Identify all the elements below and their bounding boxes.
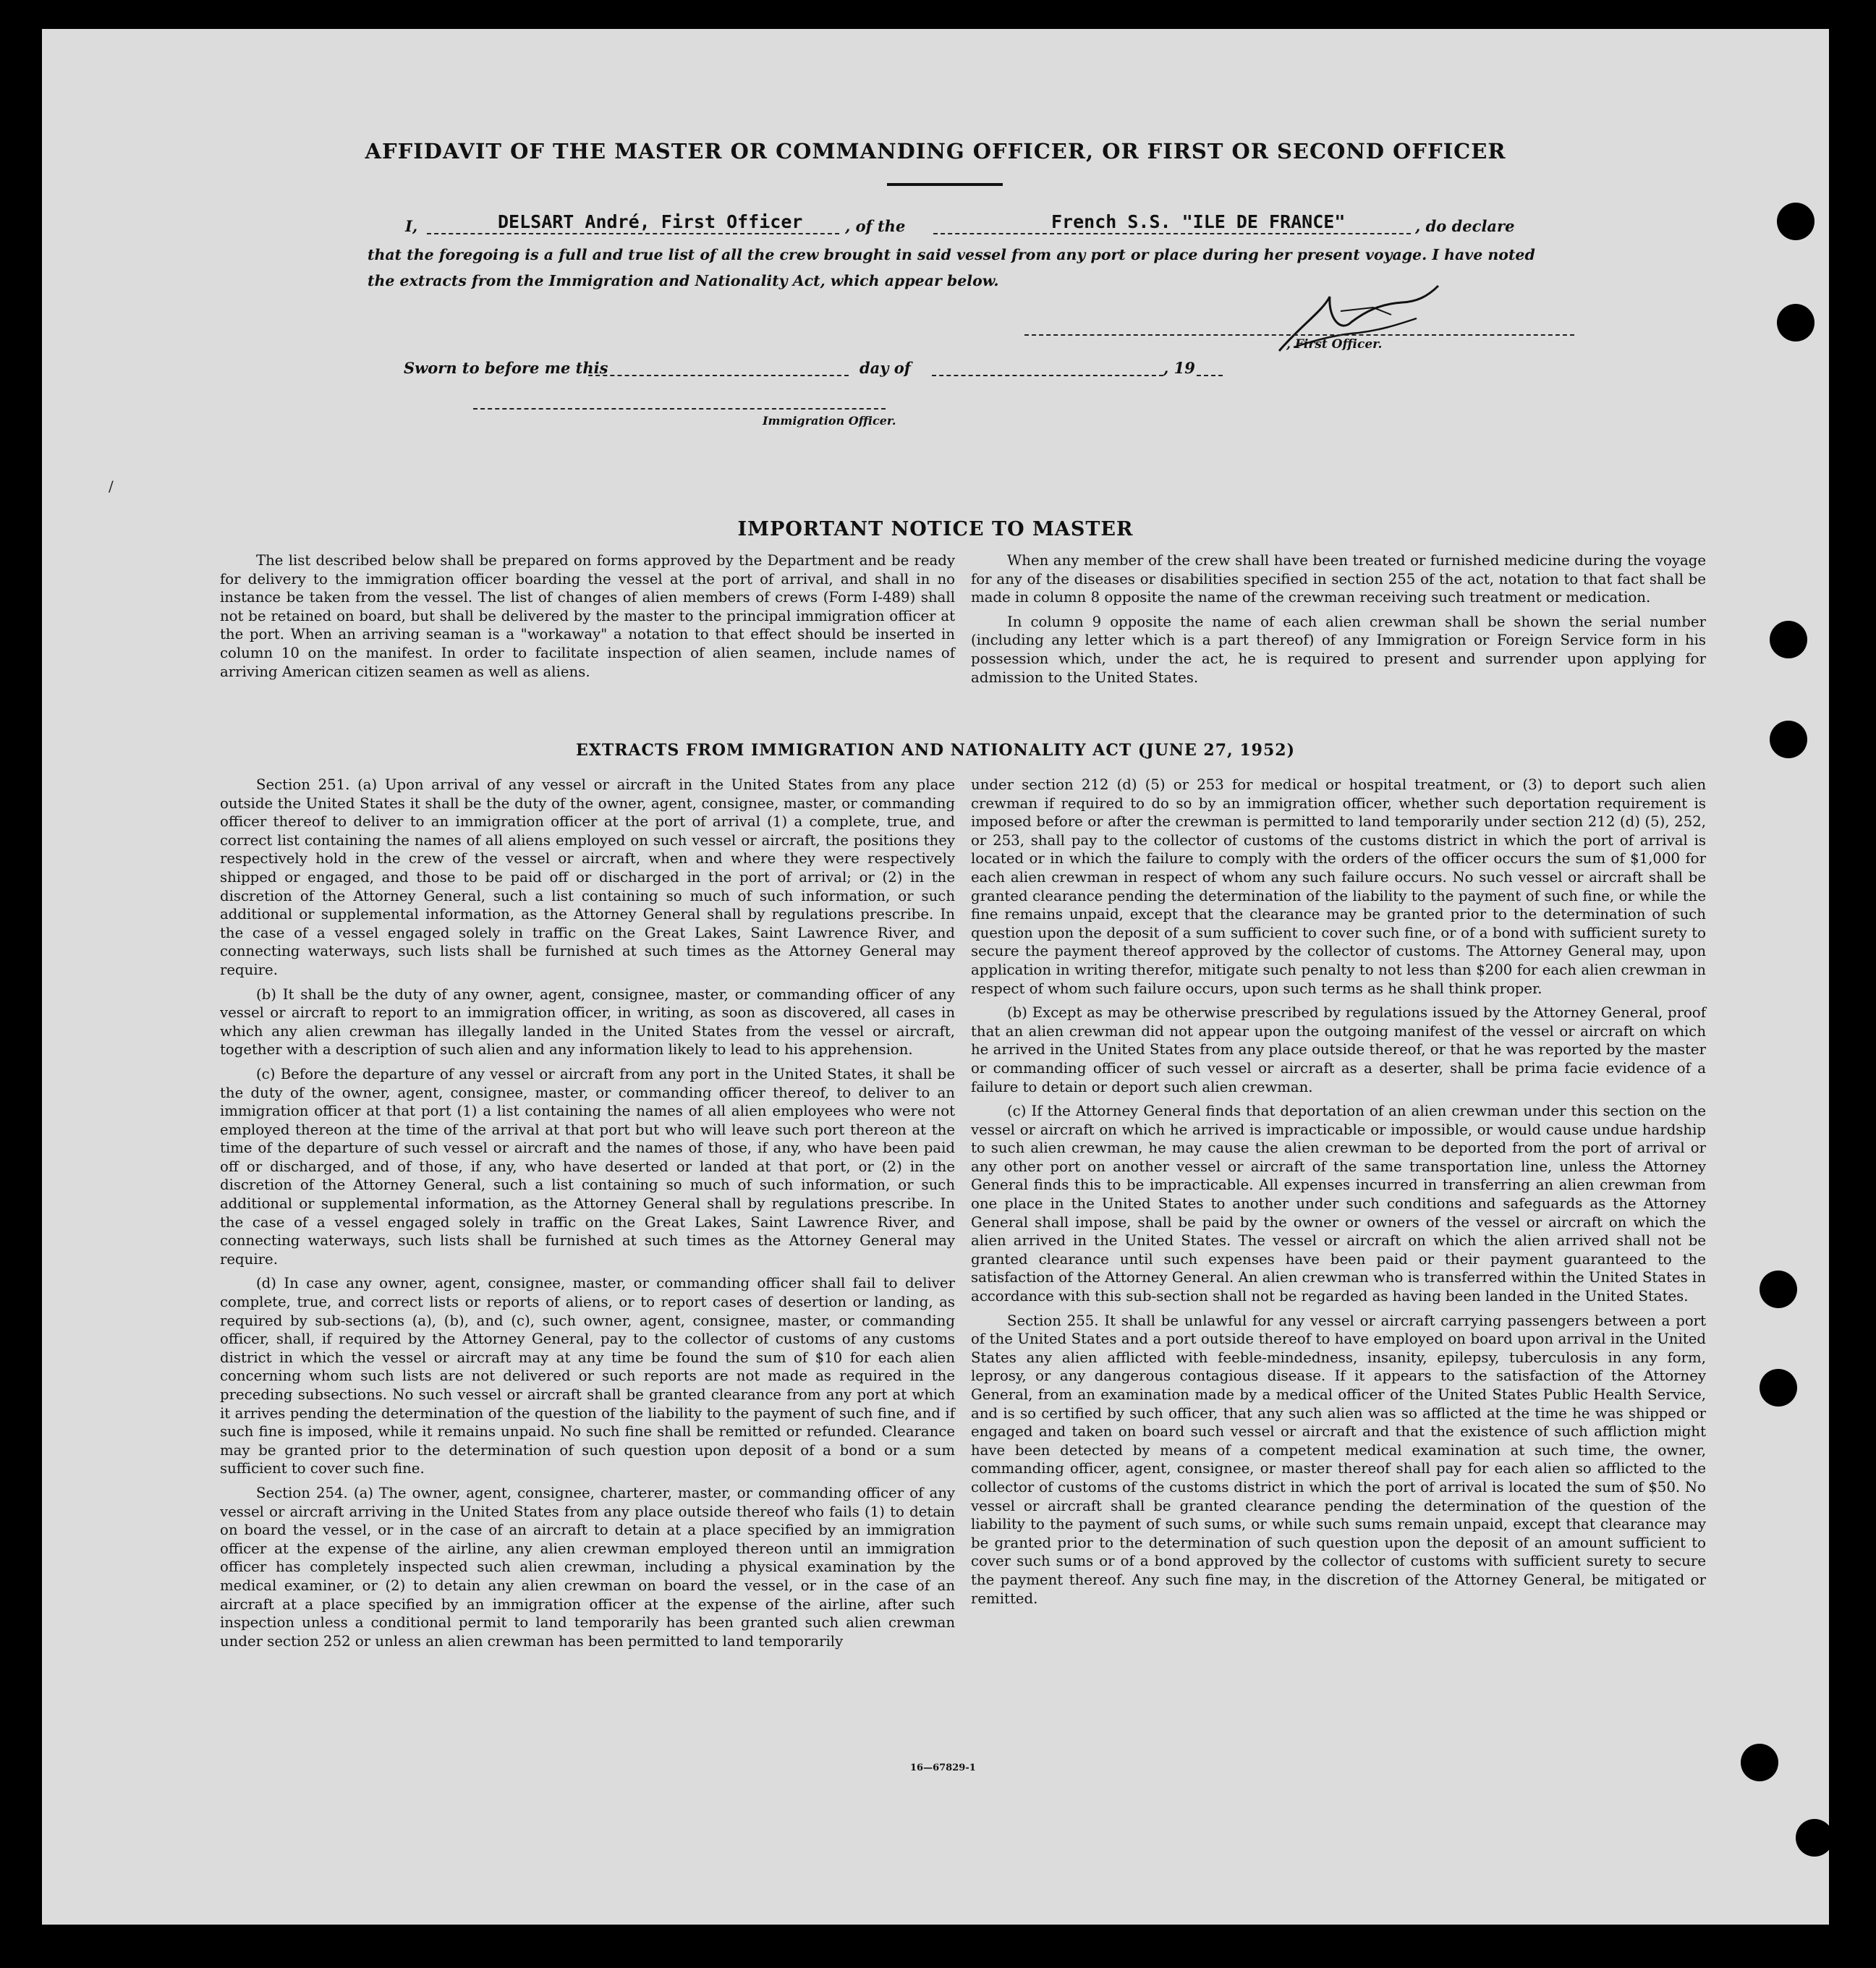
do-declare-label: , do declare bbox=[1415, 217, 1515, 235]
pronoun-label: I, bbox=[405, 217, 418, 235]
statute-paragraph: Section 255. It shall be unlawful for any vessel or aircraft carrying passengers between a port of the United States and a port outside thereof to have employed on board upon arrival in the United States any alien afflicted with feeble-mindedness, insanity, epilepsy, tuberculosis in any form, leprosy, or any dangerous contagious disease. If it appears to the satisfaction of the Attorney General, from an examination made by a medical officer of the United States Public Health Service, and is so certified by such officer, that any such alien was so afflicted at the time he was shipped or engaged and taken on board such vessel or aircraft and that the existence of such affliction might have been detected by means of a competent medical examination at such time, the owner, commanding officer, agent, consignee, or master thereof shall pay for each alien so afflicted to the collector of customs of the customs district in which the port of arrival is located the sum of $50. No vessel or aircraft shall be granted clearance pending the determination of the question of the liability to the payment of such sums, or while such sums remain unpaid, except that clearance may be granted prior to the determination of such question upon the deposit of an amount sufficient to cover such sums or of a bond approved by the collector of customs with sufficient surety to secure the payment thereof. Any such fine may, in the discretion of the Attorney General, be mitigated or remitted. bbox=[971, 1312, 1706, 1607]
notice-left-column bbox=[220, 551, 955, 687]
statute-paragraph: under section 212 (d) (5) or 253 for medical or hospital treatment, or (3) to deport such alien crewman if required to do so by an immigration officer, whether such deportation requirement is imposed before or after the crewman is permitted to land temporarily under section 212 (d) (5), 252, or 253, shall pay to the collector of customs of the customs district in which the port of arrival is located or in which the failure to comply with the orders of the officer occurs the sum of $1,000 for each alien crewman in respect of whom any such failure occurs. No such vessel or aircraft shall be granted clearance pending the determination of the liability to the payment of such fine, or while the fine remains unpaid, except that the clearance may be granted prior to the determination of such question upon the deposit of a sum sufficient to cover such fine, or of a bond with sufficient surety to secure the payment thereof approved by the collector of customs. The Attorney General may, upon application in writing therefor, mitigate such penalty to not less than $200 for each alien crewman in respect of whom such failure occurs, upon such terms as he shall think proper. bbox=[971, 776, 1706, 997]
vessel-line bbox=[933, 233, 1411, 234]
title-rule bbox=[887, 183, 1003, 186]
punch-hole bbox=[1796, 1819, 1829, 1857]
notice-title: IMPORTANT NOTICE TO MASTER bbox=[737, 518, 1134, 540]
declaration-line-1: that the foregoing is a full and true list of all the crew brought in said vessel from any port or place during her present voyage. I have noted bbox=[368, 246, 1535, 263]
day-of-label: day of bbox=[860, 359, 911, 377]
officer-name-value: DELSART André, First Officer bbox=[498, 211, 803, 232]
form-code: 16—67829-1 bbox=[910, 1763, 976, 1773]
affidavit-title: AFFIDAVIT OF THE MASTER OR COMMANDING OFFICER, OR FIRST OR SECOND OFFICER bbox=[365, 139, 1506, 164]
sworn-year-line bbox=[1197, 375, 1223, 376]
notice-paragraph: The list described below shall be prepared on forms approved by the Department and be ready for delivery to the immigration officer boarding the vessel at the port of arrival, and shall in no instance be taken from the vessel. The list of changes of alien members of crews (Form I-489) shall not be retained on board, but shall be delivered by the master to the principal immigration officer at the port. When an arriving seaman is a "workaway" a notation to that effect should be inserted in column 10 on the manifest. In order to facilitate inspection of alien seamen, include names of arriving American citizen seamen as well as aliens. bbox=[220, 552, 955, 680]
extracts-title: EXTRACTS FROM IMMIGRATION AND NATIONALITY ACT (JUNE 27, 1952) bbox=[575, 741, 1295, 760]
extracts-left-column bbox=[220, 776, 955, 1656]
statute-paragraph: (b) It shall be the duty of any owner, agent, consignee, master, or commanding officer of any vessel or aircraft to report to an immigration officer, in writing, as soon as discovered, all cases in which any alien crewman has illegally landed in the United States from the vessel or aircraft, together with a description of such alien and any information likely to lead to his apprehension. bbox=[220, 985, 955, 1059]
of-the-label: , of the bbox=[845, 217, 906, 235]
punch-hole bbox=[1760, 1271, 1797, 1308]
sworn-day-line bbox=[588, 375, 849, 376]
statute-paragraph: (c) If the Attorney General finds that deportation of an alien crewman under this section on the vessel or aircraft on which he arrived is impracticable or impossible, or would cause undue hardship to such alien crewman, he may cause the alien crewman to be deported from the port of arrival or any other port on another vessel or aircraft of the same transportation line, unless the Attorney General finds this to be impracticable. All expenses incurred in transferring an alien crewman from one place in the United States to another under such conditions and safeguards as the Attorney General shall impose, shall be paid by the owner or owners of the vessel or aircraft on which the alien arrived in the United States. The vessel or aircraft on which the alien arrived shall not be granted clearance until such expenses have been paid or their payment guaranteed to the satisfaction of the Attorney General. An alien crewman who is transferred within the United States in accordance with this sub-section shall not be regarded as having been landed in the United States. bbox=[971, 1103, 1706, 1305]
immigration-officer-line bbox=[473, 408, 886, 410]
punch-hole bbox=[1777, 304, 1815, 342]
statute-paragraph: (b) Except as may be otherwise prescribed by regulations issued by the Attorney General, proof that an alien crewman did not appear upon the outgoing manifest of the vessel or aircraft on which he arrived in the United States from any place outside thereof, or that he was reported by the master or commanding officer of such vessel or aircraft as a deserter, shall be prima facie evidence of a failure to detain or deport such alien crewman. bbox=[971, 1004, 1706, 1095]
statute-paragraph: (d) In case any owner, agent, consignee, master, or commanding officer shall fail to deliver complete, true, and correct lists or reports of aliens, or to report cases of desertion or landing, as required by sub-sections (a), (b), and (c), such owner, agent, consignee, master, or commanding officer, shall, if required by the Attorney General, pay to the collector of customs of any customs district in which the vessel or aircraft may at any time be found the sum of $10 for each alien concerning whom such lists are not delivered or such reports are not made as required in the preceding subsections. No such vessel or aircraft shall be granted clearance from any port at which it arrives pending the determination of the question of the liability to the payment of such fine, and if such fine is imposed, while it remains unpaid. No such fine shall be remitted or refunded. Clearance may be granted prior to the determination of such question upon deposit of a bond or a sum sufficient to cover such fine. bbox=[220, 1275, 955, 1477]
statute-paragraph: (c) Before the departure of any vessel or aircraft from any port in the United States, it shall be the duty of the owner, agent, consignee, master, or commanding officer thereof, to deliver to an immigration officer at that port (1) a list containing the names of all alien employees who were not employed thereon at the time of the arrival at that port but who will leave such port thereon at the time of the departure of such vessel or aircraft and the names of those, if any, who have been paid off or discharged, and of those, if any, who have deserted or landed at that port, or (2) in the discretion of the Attorney General, such a list containing so much of such information, or such additional or supplemental information, as the Attorney General shall by regulations prescribe. In the case of a vessel engaged solely in traffic on the Great Lakes, Saint Lawrence River, and connecting waterways, such lists shall be furnished at such times as the Attorney General may require. bbox=[220, 1065, 955, 1268]
punch-hole bbox=[1770, 621, 1807, 658]
immigration-officer-caption: Immigration Officer. bbox=[763, 414, 896, 428]
statute-paragraph: Section 254. (a) The owner, agent, consignee, charterer, master, or commanding officer of any vessel or aircraft arriving in the United States from any place outside thereof who fails (1) to detain on board the vessel, or in the case of an aircraft to detain at a place specified by an immigration officer at the expense of the airline, any alien crewman employed thereon until an immigration officer has completely inspected such alien crewman, including a physical examination by the medical examiner, or (2) to detain any alien crewman on board the vessel, or in the case of an aircraft at a place specified by an immigration officer at the expense of the airline, after such inspection unless a conditional permit to land temporarily has been granted such alien crewman under section 252 or unless an alien crewman has been permitted to land temporarily bbox=[220, 1484, 955, 1650]
sworn-label: Sworn to before me this bbox=[404, 359, 608, 377]
punch-hole bbox=[1741, 1744, 1778, 1781]
punch-hole bbox=[1777, 203, 1815, 240]
statute-paragraph: Section 251. (a) Upon arrival of any vessel or aircraft in the United States from any place outside the United States it shall be the duty of the owner, agent, consignee, master, or commanding officer thereof to deliver to an immigration officer at the port of arrival (1) a complete, true, and correct list containing the names of all aliens employed on such vessel or aircraft, the positions they respectively hold in the crew of the vessel or aircraft, when and where they were respectively shipped or engaged, and those to be paid off or discharged in the port of arrival; or (2) in the discretion of the Attorney General, such a list containing so much of such information, or such additional or supplemental information, as the Attorney General shall by regulations prescribe. In the case of a vessel engaged solely in traffic on the Great Lakes, Saint Lawrence River, and connecting waterways, such lists shall be furnished at such times as the Attorney General may require. bbox=[220, 776, 955, 978]
extracts-right-column bbox=[971, 776, 1706, 1613]
vessel-value: French S.S. "ILE DE FRANCE" bbox=[1051, 211, 1346, 232]
punch-hole bbox=[1760, 1369, 1797, 1407]
declaration-line-2: the extracts from the Immigration and Nationality Act, which appear below. bbox=[368, 272, 999, 289]
sworn-month-line bbox=[932, 375, 1163, 376]
year-label: , 19 bbox=[1163, 359, 1195, 377]
notice-paragraph: When any member of the crew shall have been treated or furnished medicine during the voyage for any of the diseases or disabilities specified in section 255 of the act, notation to that fact shall be made in column 8 opposite the name of the crewman receiving such treatment or medication. bbox=[971, 552, 1706, 606]
notice-right-column bbox=[971, 551, 1706, 692]
document-page: AFFIDAVIT OF THE MASTER OR COMMANDING OFFICER, OR FIRST OR SECOND OFFICER I, DELSART André, First Officer , of the French S.S. "ILE DE FRANCE" , do declare that the foregoing is a full and true list of all the crew brought in said vessel from any port or place during her present voyage. I have noted the extracts from the Immigration and Nationality Act, which appear below. , First Officer. Sworn to before me this day of , 19 Immigration Officer. / IMPORTANT NOTICE TO MASTER The list described below shall be prepared on forms approved by the Department and be ready for delivery to the immigration officer boarding the vessel at the port of arrival, and shall in no instance be taken from the vessel. The list of changes of alien members of crews (Form I-489) shall not be retained on board, but shall be delivered by the master to the principal immigration officer at the port. When an arriving seaman is a "workaway" a notation to that effect should be inserted in column 10 on the manifest. In order to facilitate inspection of alien seamen, include names of arriving American citizen seamen as well as aliens. When any member of the crew shall have been treated or furnished medicine during the voyage for any of the diseases or disabilities specified in section 255 of the act, notation to that fact shall be made in column 8 opposite the name of the crewman receiving such treatment or medication. In column 9 opposite the name of each alien crewman shall be shown the serial number (including any letter which is a part thereof) of any Immigration or Foreign Service form in his possession which, under the act, he is required to present and surrender upon applying for admission to the United States. EXTRACTS FROM IMMIGRATION AND NATIONALITY ACT (JUNE 27, 1952) Section 251. (a) Upon arrival of any vessel or aircraft in the United States from any place outside the United States it shall be the duty of the owner, agent, consignee, master, or commanding officer thereof to deliver to an immigration officer at the port of arrival (1) a complete, true, and correct list containing the names of all aliens employed on such vessel or aircraft, the positions they respectively hold in the crew of the vessel or aircraft, when and where they were respectively shipped or engaged, and those to be paid off or discharged in the port of arrival; or (2) in the discretion of the Attorney General, such a list containing so much of such information, or such additional or supplemental information, as the Attorney General shall by regulations prescribe. In the case of a vessel engaged solely in traffic on the Great Lakes, Saint Lawrence River, and connecting waterways, such lists shall be furnished at such times as the Attorney General may require. (b) It shall be the duty of any owner, agent, consignee, master, or commanding officer of any vessel or aircraft to report to an immigration officer, in writing, as soon as discovered, all cases in which any alien crewman has illegally landed in the United States from the vessel or aircraft, together with a description of such alien and any information likely to lead to his apprehension. (c) Before the departure of any vessel or aircraft from any port in the United States, it shall be the duty of the owner, agent, consignee, master, or commanding officer thereof, to deliver to an immigration officer at that port (1) a list containing the names of all alien employees who were not employed thereon at the time of the arrival at that port but who will leave such port thereon at the time of the departure of such vessel or aircraft and the names of those, if any, who have been paid off or discharged, and of those, if any, who have deserted or landed at that port, or (2) in the discretion of the Attorney General, such a list containing so much of such information, or such additional or supplemental information, as the Attorney General shall by regulations prescribe. In the case of a vessel engaged solely in traffic on the Great Lakes, Saint Lawrence River, and connecting waterways, such lists shall be furnished at such times as the Attorney General may require. (d) In case any owner, agent, consignee, master, or commanding officer shall fail to deliver complete, true, and correct lists or reports of aliens, or to report cases of desertion or landing, as required by sub-sections (a), (b), and (c), such owner, agent, consignee, master, or commanding officer, shall, if required by the Attorney General, pay to the collector of customs of any customs district in which the vessel or aircraft may at any time be found the sum of $10 for each alien concerning whom such lists are not delivered or such reports are not made as required in the preceding subsections. No such vessel or aircraft shall be granted clearance from any port at which it arrives pending the determination of the question of the liability to the payment of such fine, and if such fine is imposed, while it remains unpaid. No such fine shall be remitted or refunded. Clearance may be granted prior to the determination of such question upon deposit of a bond or a sum sufficient to cover such fine. Section 254. (a) The owner, agent, consignee, charterer, master, or commanding officer of any vessel or aircraft arriving in the United States from any place outside thereof who fails (1) to detain on board the vessel, or in the case of an aircraft to detain at a place specified by an immigration officer at the expense of the airline, any alien crewman employed thereon until an immigration officer has completely inspected such alien crewman, including a physical examination by the medical examiner, or (2) to detain any alien crewman on board the vessel, or in the case of an aircraft at a place specified by an immigration officer at the expense of the airline, after such inspection unless a conditional permit to land temporarily has been granted such alien crewman under section 252 or unless an alien crewman has been permitted to land temporarily under section 212 (d) (5) or 253 for medical or hospital treatment, or (3) to deport such alien crewman if required to do so by an immigration officer, whether such deportation requirement is imposed before or after the crewman is permitted to land temporarily under section 212 (d) (5), 252, or 253, shall pay to the collector of customs of the customs district in which the port of arrival is located or in which the failure to comply with the orders of the officer occurs the sum of $1,000 for each alien crewman in respect of whom any such failure occurs. No such vessel or aircraft shall be granted clearance pending the determination of the liability to the payment of such fine, or while the fine remains unpaid, except that the clearance may be granted prior to the determination of such question upon the deposit of a sum sufficient to cover such fine, or of a bond with sufficient surety to secure the payment thereof approved by the collector of customs. The Attorney General may, upon application in writing therefor, mitigate such penalty to not less than $200 for each alien crewman in respect of whom such failure occurs, upon such terms as he shall think proper. (b) Except as may be otherwise prescribed by regulations issued by the Attorney General, proof that an alien crewman did not appear upon the outgoing manifest of the vessel or aircraft on which he arrived in the United States from any place outside thereof, or that he was reported by the master or commanding officer of such vessel or aircraft as a deserter, shall be prima facie evidence of a failure to detain or deport such alien crewman. (c) If the Attorney General finds that deportation of an alien crewman under this section on the vessel or aircraft on which he arrived is impracticable or impossible, or would cause undue hardship to such alien crewman, he may cause the alien crewman to be deported from the port of arrival or any other port on another vessel or aircraft of the same transportation line, unless the Attorney General finds this to be impracticable. All expenses incurred in transferring an alien crewman from one place in the United States to another under such conditions and safeguards as the Attorney General shall impose, shall be paid by the owner or owners of the vessel or aircraft on which the alien arrived in the United States. The vessel or aircraft on which the alien arrived shall not be granted clearance until such expenses have been paid or their payment guaranteed to the satisfaction of the Attorney General. An alien crewman who is transferred within the United States in accordance with this sub-section shall not be regarded as having been landed in the United States. Section 255. It shall be unlawful for any vessel or aircraft carrying passengers between a port of the United States and a port outside thereof to have employed on board upon arrival in the United States any alien afflicted with feeble-mindedness, insanity, epilepsy, tuberculosis in any form, leprosy, or any dangerous contagious disease. If it appears to the satisfaction of the Attorney General, from an examination made by a medical officer of the United States Public Health Service, and is so certified by such officer, that any such alien was so afflicted at the time he was shipped or engaged and taken on board such vessel or aircraft and that the existence of such affliction might have been detected by means of a competent medical examination at such time, the owner, commanding officer, agent, consignee, or master thereof shall pay for each alien so afflicted to the collector of customs of the customs district in which the port of arrival is located the sum of $50. No vessel or aircraft shall be granted clearance pending the determination of the question of the liability to the payment of such sums, or while such sums remain unpaid, except that clearance may be granted prior to the determination of such question upon the deposit of an amount sufficient to cover such sums or of a bond approved by the collector of customs with sufficient surety to secure the payment thereof. Any such fine may, in the discretion of the Attorney General, be mitigated or remitted. 16—67829-1 bbox=[42, 29, 1829, 1925]
signature-caption: , First Officer. bbox=[1286, 337, 1383, 352]
signature-line bbox=[1024, 334, 1574, 336]
notice-paragraph: In column 9 opposite the name of each alien crewman shall be shown the serial number (including any letter which is a part thereof) of any Immigration or Foreign Service form in his possession which, under the act, he is required to present and surrender upon applying for admission to the United States. bbox=[971, 613, 1706, 686]
officer-name-line bbox=[427, 233, 839, 234]
